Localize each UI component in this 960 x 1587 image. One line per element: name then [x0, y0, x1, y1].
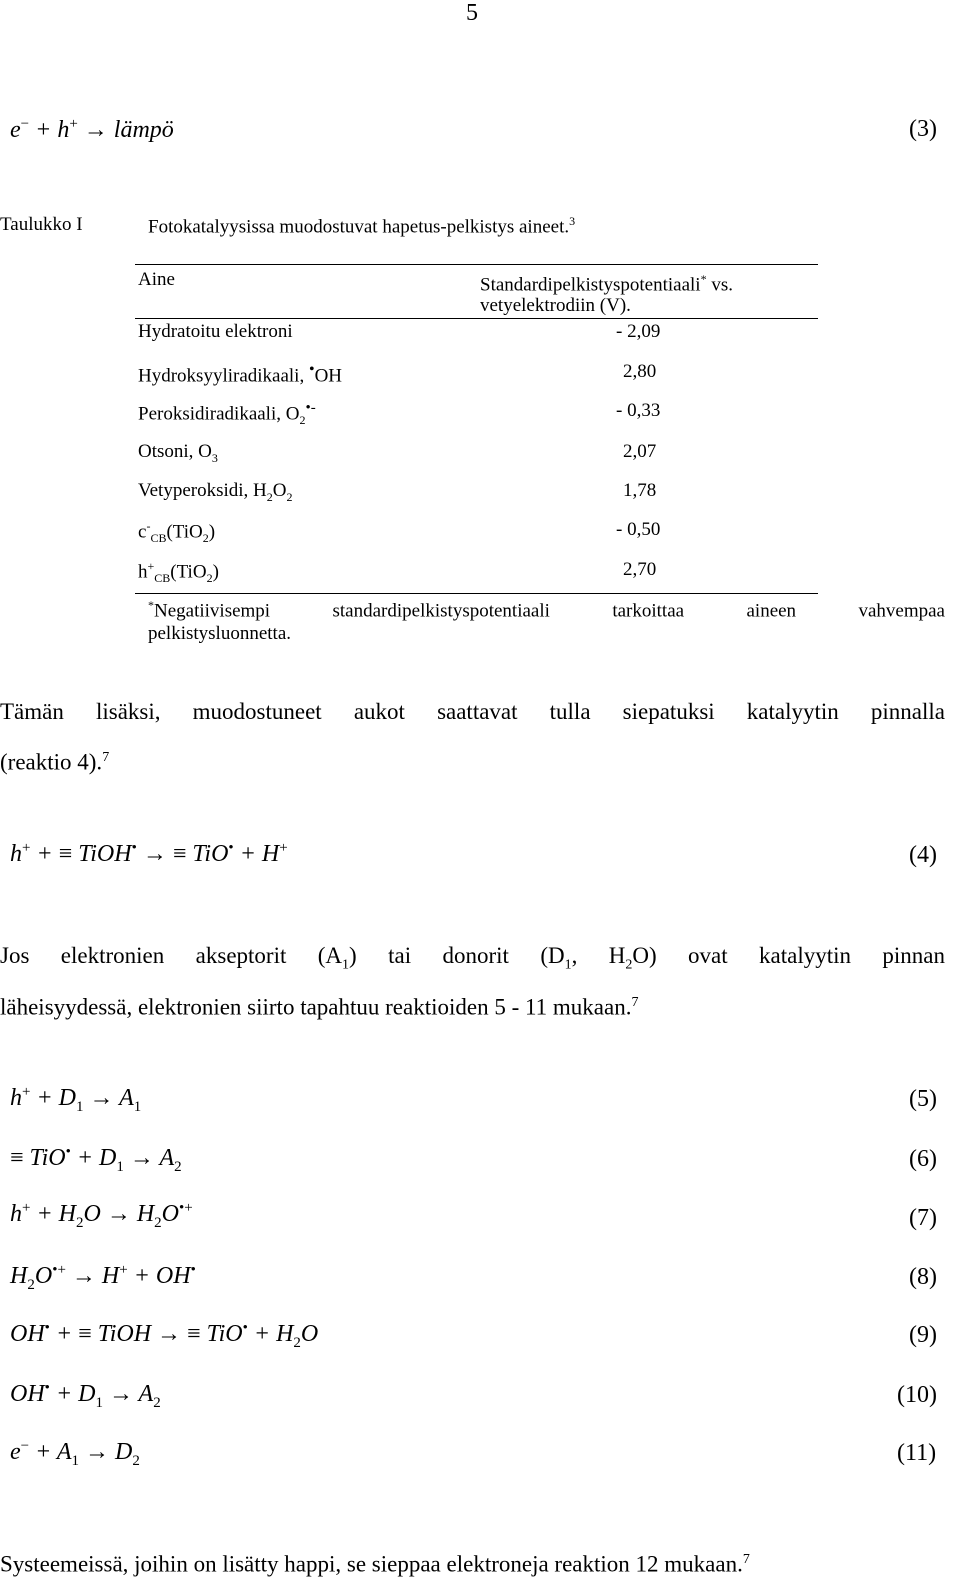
table-label: Taulukko I [0, 214, 83, 235]
paragraph-1-line1: Tämän lisäksi, muodostuneet aukot saattavat tulla siepatuksi katalyytin pinnalla [0, 699, 945, 724]
table-footnote-line1: *Negatiivisempi standardipelkistyspotentiaali tarkoittaa aineen vahvempaa [148, 598, 945, 622]
paragraph-2-line1: Jos elektronien akseptorit $(A_1)$ tai donorit ($D_1$, $H_2O$) ovat katalyytin pinnan [0, 943, 945, 973]
equation-5: $h^+ + D_1 \to A_1$ [10, 1084, 142, 1115]
table-bottom-rule [135, 593, 818, 594]
equation-3: e− + h+ → lämpö [10, 116, 174, 143]
table-header-substance: Aine [138, 269, 175, 290]
paragraph-1-line2: (reaktio 4).$^7$ [0, 749, 110, 775]
equation-3-label: (3) [909, 116, 937, 142]
table-caption: Fotokatalyysissa muodostuvat hapetus-pelkistys aineet.$^3$ [148, 214, 576, 238]
table-header-rule [135, 318, 818, 319]
table-footnote-line2: pelkistysluonnetta. [148, 623, 292, 644]
equation-8: $H_2O^{•+} \to H^+ + OH^•$ [10, 1262, 196, 1293]
equation-10: $OH^• + D_1 \to A_2$ [10, 1380, 161, 1411]
equation-11: $e^- + A_1 \to D_2$ [10, 1438, 140, 1469]
equation-4: h+ + ≡ TiOH• → ≡ TiO• + H+ [10, 840, 288, 867]
table-row-4-name: Otsoni, $O_3$ [138, 441, 218, 465]
paragraph-2-line2: läheisyydessä, elektronien siirto tapahtuu reaktioiden 5 - 11 mukaan.$^7$ [0, 994, 639, 1020]
table-row-6-value: - 0,50 [616, 519, 661, 540]
table-row-7-value: 2,70 [623, 559, 657, 580]
paragraph-3-line1: Systeemeissä, joihin on lisätty happi, se sieppaa elektroneja reaktion 12 mukaan.$^7$ [0, 1551, 750, 1577]
equation-5-label: (5) [909, 1086, 937, 1112]
equation-6: ≡ $TiO^• + D_1 \to A_2$ [10, 1144, 182, 1175]
equation-7: $h^+ + H_2O \to H_2O^{•+}$ [10, 1200, 193, 1231]
table-row-7-name: $h^+_{CB}(TiO_2)$ [138, 559, 219, 586]
equation-8-label: (8) [909, 1264, 937, 1290]
table-top-rule [135, 264, 818, 265]
equation-6-label: (6) [909, 1146, 937, 1172]
equation-7-label: (7) [909, 1205, 937, 1231]
table-row-4-value: 2,07 [623, 441, 657, 462]
equation-11-label: (11) [897, 1440, 937, 1466]
equation-10-label: (10) [897, 1382, 937, 1408]
table-row-2-name: Hydroksyyliradikaali, •OH [138, 361, 343, 387]
equation-9: OH• + ≡ TiOH → ≡ $TiO^• + H_2O$ [10, 1320, 319, 1351]
table-row-1-value: - 2,09 [616, 321, 661, 342]
table-row-3-name: Peroksidiradikaali, $O_2^{•-}$ [138, 400, 316, 428]
table-row-5-value: 1,78 [623, 480, 657, 501]
table-row-6-name: $c^-_{CB}(TiO_2)$ [138, 519, 216, 546]
table-row-3-value: - 0,33 [616, 400, 661, 421]
page-number: 5 [466, 0, 478, 26]
equation-9-label: (9) [909, 1322, 937, 1348]
table-header-potential: Standardipelkistyspotentiaali* vs. vetyelektrodiin (V). [480, 272, 733, 317]
equation-4-label: (4) [909, 842, 937, 868]
table-row-1-name: Hydratoitu elektroni [138, 321, 293, 342]
table-row-5-name: Vetyperoksidi, $H_2O_2$ [138, 480, 293, 504]
table-row-2-value: 2,80 [623, 361, 657, 382]
